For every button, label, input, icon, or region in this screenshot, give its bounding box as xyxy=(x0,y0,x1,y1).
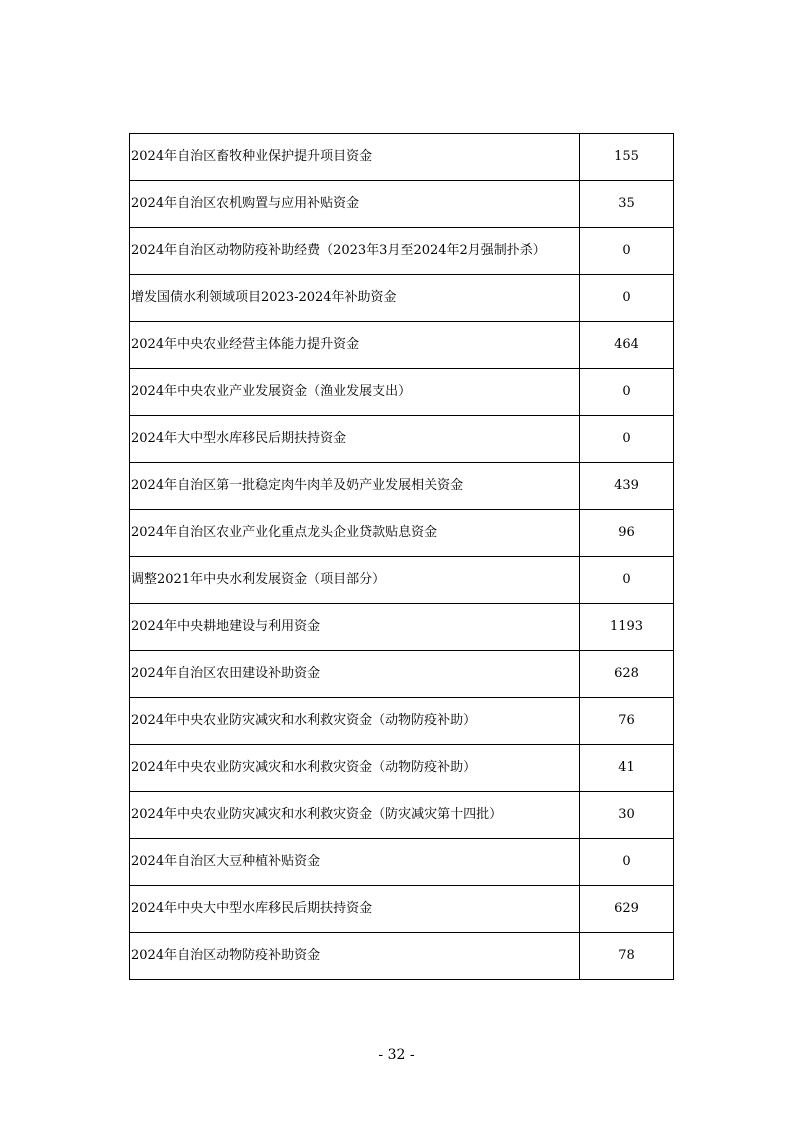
fund-amount-cell: 96 xyxy=(580,510,674,557)
fund-name-cell: 调整2021年中央水利发展资金（项目部分） xyxy=(130,557,580,604)
fund-name-cell: 2024年自治区动物防疫补助资金 xyxy=(130,933,580,980)
fund-name-cell: 2024年自治区农机购置与应用补贴资金 xyxy=(130,181,580,228)
fund-name-cell: 2024年中央农业防灾减灾和水利救灾资金（动物防疫补助） xyxy=(130,745,580,792)
table-row xyxy=(130,604,674,651)
table-row xyxy=(130,369,674,416)
table-row xyxy=(130,510,674,557)
fund-amount-cell: 0 xyxy=(580,839,674,886)
fund-amount-cell: 628 xyxy=(580,651,674,698)
fund-amount-cell: 76 xyxy=(580,698,674,745)
fund-name-cell: 2024年中央农业经营主体能力提升资金 xyxy=(130,322,580,369)
fund-amount-cell: 30 xyxy=(580,792,674,839)
fund-name-cell: 2024年自治区动物防疫补助经费（2023年3月至2024年2月强制扑杀） xyxy=(130,228,580,275)
fund-amount-cell: 1193 xyxy=(580,604,674,651)
table-row xyxy=(130,134,674,181)
table-row xyxy=(130,839,674,886)
table-row xyxy=(130,228,674,275)
fund-name-cell: 2024年大中型水库移民后期扶持资金 xyxy=(130,416,580,463)
table-row xyxy=(130,181,674,228)
fund-amount-cell: 439 xyxy=(580,463,674,510)
funding-table-body xyxy=(130,134,674,980)
table-row xyxy=(130,933,674,980)
fund-amount-cell: 78 xyxy=(580,933,674,980)
fund-amount-cell: 464 xyxy=(580,322,674,369)
fund-amount-cell: 0 xyxy=(580,369,674,416)
fund-amount-cell: 0 xyxy=(580,275,674,322)
fund-amount-cell: 0 xyxy=(580,557,674,604)
fund-name-cell: 2024年中央农业防灾减灾和水利救灾资金（动物防疫补助） xyxy=(130,698,580,745)
table-row xyxy=(130,886,674,933)
fund-name-cell: 2024年自治区农业产业化重点龙头企业贷款贴息资金 xyxy=(130,510,580,557)
fund-amount-cell: 0 xyxy=(580,416,674,463)
table-row xyxy=(130,698,674,745)
fund-name-cell: 2024年自治区畜牧种业保护提升项目资金 xyxy=(130,134,580,181)
page-number: - 32 - xyxy=(378,1047,415,1063)
table-row xyxy=(130,792,674,839)
funding-table xyxy=(129,133,674,980)
table-row xyxy=(130,275,674,322)
fund-name-cell: 2024年中央农业产业发展资金（渔业发展支出） xyxy=(130,369,580,416)
fund-name-cell: 2024年中央农业防灾减灾和水利救灾资金（防灾减灾第十四批） xyxy=(130,792,580,839)
table-row xyxy=(130,557,674,604)
fund-amount-cell: 41 xyxy=(580,745,674,792)
fund-amount-cell: 35 xyxy=(580,181,674,228)
table-row xyxy=(130,322,674,369)
fund-amount-cell: 155 xyxy=(580,134,674,181)
table-row xyxy=(130,416,674,463)
fund-name-cell: 2024年中央耕地建设与利用资金 xyxy=(130,604,580,651)
table-row xyxy=(130,745,674,792)
fund-name-cell: 2024年自治区农田建设补助资金 xyxy=(130,651,580,698)
fund-name-cell: 2024年中央大中型水库移民后期扶持资金 xyxy=(130,886,580,933)
fund-name-cell: 2024年自治区第一批稳定肉牛肉羊及奶产业发展相关资金 xyxy=(130,463,580,510)
fund-amount-cell: 629 xyxy=(580,886,674,933)
fund-name-cell: 2024年自治区大豆种植补贴资金 xyxy=(130,839,580,886)
table-row xyxy=(130,651,674,698)
fund-name-cell: 增发国债水利领域项目2023-2024年补助资金 xyxy=(130,275,580,322)
fund-amount-cell: 0 xyxy=(580,228,674,275)
table-row xyxy=(130,463,674,510)
